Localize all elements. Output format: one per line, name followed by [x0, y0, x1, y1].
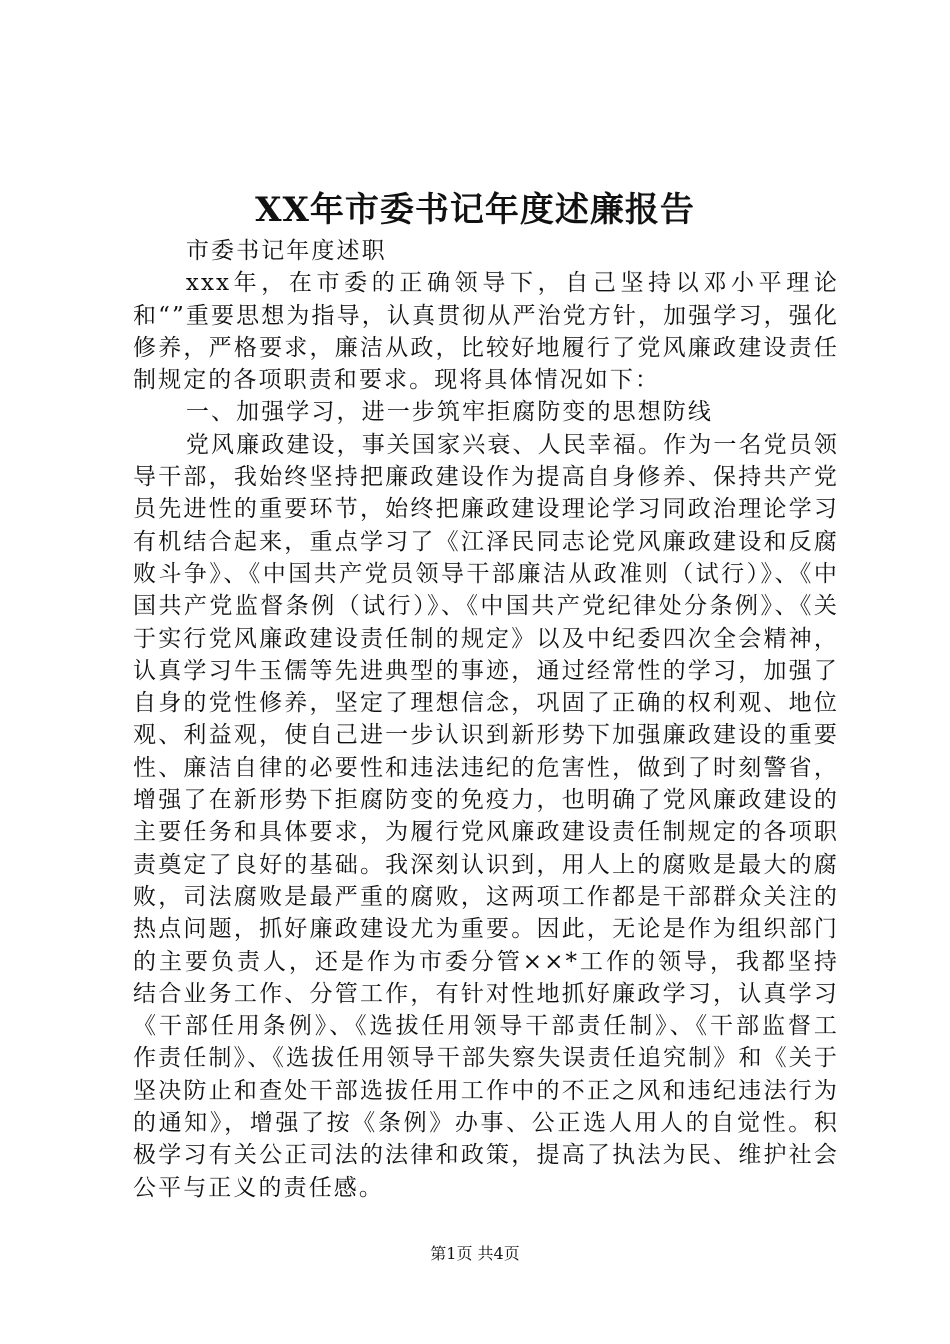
page-footer: 第1页 共4页	[430, 1244, 520, 1263]
document-title: XX年市委书记年度述廉报告	[255, 190, 695, 230]
body-paragraph-study: 党风廉政建设，事关国家兴衰、人民幸福。作为一名党员领导干部，我始终坚持把廉政建设作为提高自身修养、保持共产党员先进性的重要环节，始终把廉政建设理论学习同政治理论学习有机结合起来，重点学习了《江泽民同志论党风廉政建设和反腐败斗争》、《中国共产党员领导干部廉洁从政准则（试行）》、《中国共产党监督条例（试行）》、《中国共产党纪律处分条例》、《关于实行党风廉政建设责任制的规定》以及中纪委四次全会精神，认真学习牛玉儒等先进典型的事迹，通过经常性的学习，加强了自身的党性修养，坚定了理想信念，巩固了正确的权利观、地位观、利益观，使自己进一步认识到新形势下加强廉政建设的重要性、廉洁自律的必要性和违法违纪的危害性，做到了时刻警省，增强了在新形势下拒腐防变的免疫力，也明确了党风廉政建设的主要任务和具体要求，为履行党风廉政建设责任制规定的各项职责奠定了良好的基础。我深刻认识到，用人上的腐败是最大的腐败，司法腐败是最严重的腐败，这两项工作都是干部群众关注的热点问题，抓好廉政建设尤为重要。因此，无论是作为组织部门的主要负责人，还是作为市委分管××*工作的领导，我都坚持结合业务工作、分管工作，有针对性地抓好廉政学习，认真学习《干部任用条例》、《选拔任用领导干部责任制》、《干部监督工作责任制》、《选拔任用领导干部失察失误责任追究制》和《关于坚决防止和查处干部选拔任用工作中的不正之风和违纪违法行为的通知》，增强了按《条例》办事、公正选人用人的自觉性。积极学习有关公正司法的法律和政策，提高了执法为民、维护社会公平与正义的责任感。	[133, 431, 839, 1201]
section-heading-1: 一、加强学习，进一步筑牢拒腐防变的思想防线	[185, 399, 713, 426]
body-paragraph-intro: xxx年，在市委的正确领导下，自己坚持以邓小平理论和“”重要思想为指导，认真贯彻从严治党方针，加强学习，强化修养，严格要求，廉洁从政，比较好地履行了党风廉政建设责任制规定的各项职责和要求。现将具体情况如下：	[133, 270, 839, 394]
body-paragraph-heading: 市委书记年度述职	[185, 238, 387, 264]
document-body	[133, 235, 839, 1204]
